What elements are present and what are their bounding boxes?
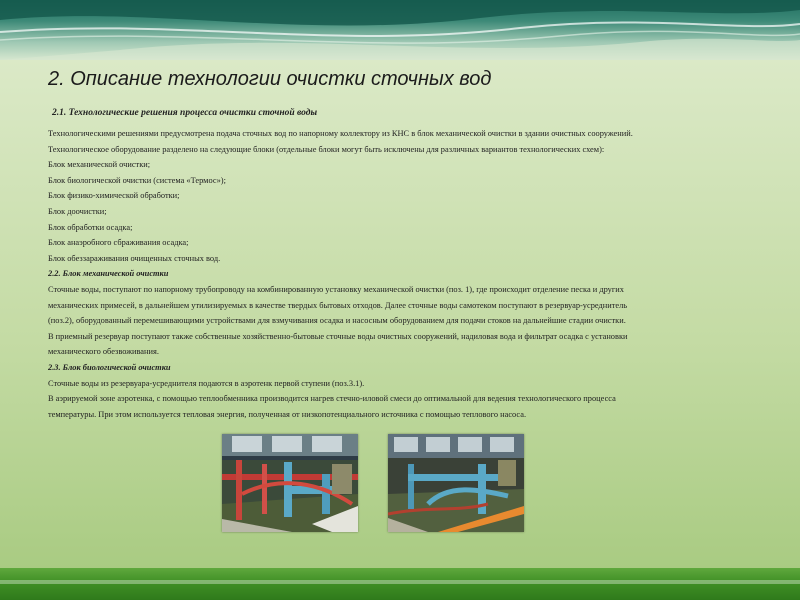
paragraph-line: механических примесей, в дальнейшем утилизируемых в качестве твердых бытовых отходов. Далее сточные воды самотеком поступают в резервуар-усреднитель — [48, 300, 628, 310]
paragraph-line: Сточные воды из резервуара-усреднителя подаются в аэротенк первой ступени (поз.3.1). — [48, 378, 365, 388]
paragraph-line: Технологическими решениями предусмотрена подача сточных вод по напорному коллектору из КНС в блок механической очистки в здании очистных сооружений. — [48, 129, 633, 138]
header-decoration — [0, 0, 800, 60]
block-list-item: Блок обеззараживания очищенных сточных вод. — [48, 253, 221, 263]
block-list-item: Блок доочистки; — [48, 206, 107, 216]
treatment-plant-photo-1 — [222, 434, 358, 532]
section-heading-biological: 2.3. Блок биологической очистки — [48, 362, 171, 372]
block-list-item: Блок механической очистки; — [48, 160, 151, 170]
body-text — [48, 126, 748, 422]
paragraph-line: Сточные воды, поступают по напорному трубопроводу на комбинированную установку механической очистки (поз. 1), где происходит отделение песка и других — [48, 284, 624, 294]
paragraph-line: В аэрируемой зоне аэротенка, с помощью теплообменника производится нагрев стечно-иловой смеси до оптимальной для ведения технологического процесса — [48, 394, 616, 404]
wave-decoration — [0, 0, 800, 60]
section-heading-mechanical: 2.2. Блок механической очистки — [48, 269, 169, 279]
footer-stripe — [0, 580, 800, 584]
block-list-item: Блок биологической очистки (система «Термос»); — [48, 175, 226, 185]
block-list-item: Блок анаэробного сбраживания осадка; — [48, 238, 189, 248]
slide-title: 2. Описание технологии очистки сточных вод — [48, 68, 492, 90]
block-list-item: Блок физико-химической обработки; — [48, 191, 180, 201]
paragraph-line: (поз.2), оборудованный перемешивающими устройствами для взмучивания осадка и насосным оборудованием для подачи стоков на дальнейшие стадии очистки. — [48, 316, 626, 326]
section-subtitle: 2.1. Технологические решения процесса очистки сточной воды — [52, 108, 318, 118]
paragraph-line: В приемный резервуар поступают также собственные хозяйственно-бытовые сточные воды очистных сооружений, надиловая вода и фильтрат осадка с установки — [48, 331, 628, 341]
treatment-plant-photo-2 — [388, 434, 524, 532]
paragraph-line: температуры. При этом используется тепловая энергия, полученная от низкопотенциального источника с помощью теплового насоса. — [48, 409, 527, 419]
block-list-item: Блок обработки осадка; — [48, 222, 133, 232]
footer-decoration — [0, 568, 800, 600]
paragraph-line: механического обезвоживания. — [48, 347, 159, 357]
paragraph-line: Технологическое оборудование разделено на следующие блоки (отдельные блоки могут быть исключены для различных вариантов технологических схем): — [48, 144, 605, 154]
